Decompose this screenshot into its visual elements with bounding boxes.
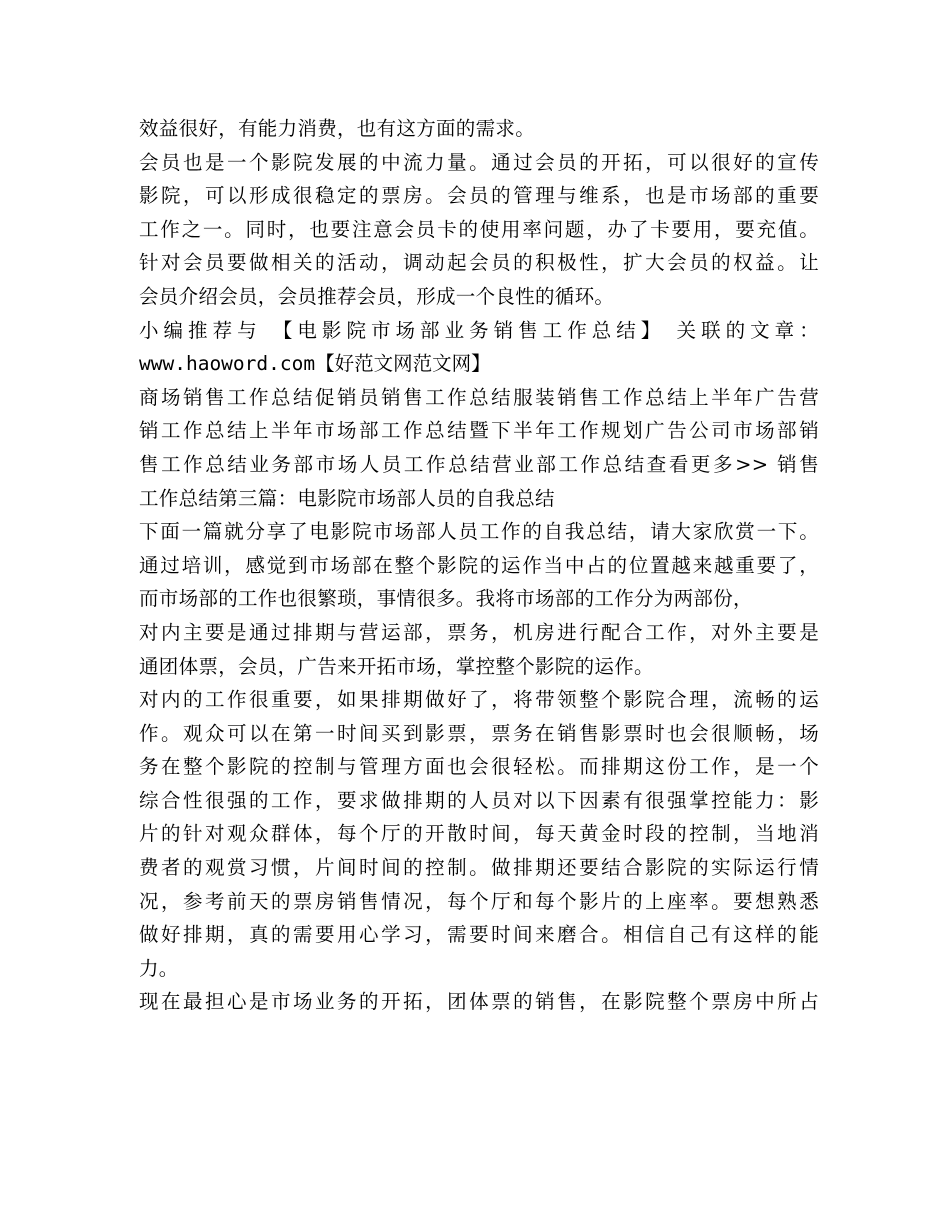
text-line: 现在最担心是市场业务的开拓，团体票的销售，在影院整个票房中所占 bbox=[139, 990, 819, 1014]
text-line: 效益很好，有能力消费，也有这方面的需求。 bbox=[139, 117, 536, 140]
text-line: 做好排期，真的需要用心学习，需要时间来磨合。相信自己有这样的能 bbox=[139, 923, 819, 947]
related-articles-line: 售工作总结业务部市场人员工作总结营业部工作总结查看更多>> 销售 bbox=[139, 452, 819, 476]
related-articles-line: 销工作总结上半年市场部工作总结暨下半年工作规划广告公司市场部销 bbox=[139, 419, 819, 443]
text-line: 片的针对观众群体，每个厅的开散时间，每天黄金时段的控制，当地消 bbox=[139, 822, 819, 846]
text-line: 下面一篇就分享了电影院市场部人员工作的自我总结，请大家欣赏一下。 bbox=[139, 520, 819, 544]
text-line: 通过培训，感觉到市场部在整个影院的运作当中占的位置越来越重要了， bbox=[139, 553, 819, 577]
text-line: 作。观众可以在第一时间买到影票，票务在销售影票时也会很顺畅，场 bbox=[139, 721, 819, 745]
text-line: 针对会员要做相关的活动，调动起会员的积极性，扩大会员的权益。让 bbox=[139, 251, 819, 275]
text-line: 会员介绍会员，会员推荐会员，形成一个良性的循环。 bbox=[139, 284, 615, 308]
text-line: 务在整个影院的控制与管理方面也会很轻松。而排期这份工作，是一个 bbox=[139, 755, 819, 779]
text-line: 影院，可以形成很稳定的票房。会员的管理与维系，也是市场部的重要 bbox=[139, 184, 819, 208]
text-line: 费者的观赏习惯，片间时间的控制。做排期还要结合影院的实际运行情 bbox=[139, 856, 819, 880]
text-line: 会员也是一个影院发展的中流力量。通过会员的开拓，可以很好的宣传 bbox=[139, 150, 819, 174]
text-line: 工作之一。同时，也要注意会员卡的使用率问题，办了卡要用，要充值。 bbox=[139, 217, 819, 241]
text-line: 通团体票，会员，广告来开拓市场，掌控整个影院的运作。 bbox=[139, 654, 654, 678]
recommendation-heading: 小编推荐与 【电影院市场部业务销售工作总结】 关联的文章： bbox=[139, 318, 819, 342]
text-line: 综合性很强的工作，要求做排期的人员对以下因素有很强掌控能力：影 bbox=[139, 788, 819, 812]
text-line: 况，参考前天的票房销售情况，每个厅和每个影片的上座率。要想熟悉 bbox=[139, 889, 819, 913]
text-line: 对内主要是通过排期与营运部，票务，机房进行配合工作，对外主要是 bbox=[139, 620, 819, 644]
text-line: 力。 bbox=[139, 956, 179, 980]
text-line: 而市场部的工作也很繁琐，事情很多。我将市场部的工作分为两部份， bbox=[139, 587, 753, 611]
document-body bbox=[139, 112, 819, 1019]
website-link: www.haoword.com【好范文网范文网】 bbox=[139, 352, 491, 376]
related-articles-line: 商场销售工作总结促销员销售工作总结服装销售工作总结上半年广告营 bbox=[139, 385, 819, 409]
text-line: 对内的工作很重要，如果排期做好了，将带领整个影院合理，流畅的运 bbox=[139, 688, 819, 712]
section-title: 工作总结第三篇：电影院市场部人员的自我总结 bbox=[139, 486, 555, 510]
